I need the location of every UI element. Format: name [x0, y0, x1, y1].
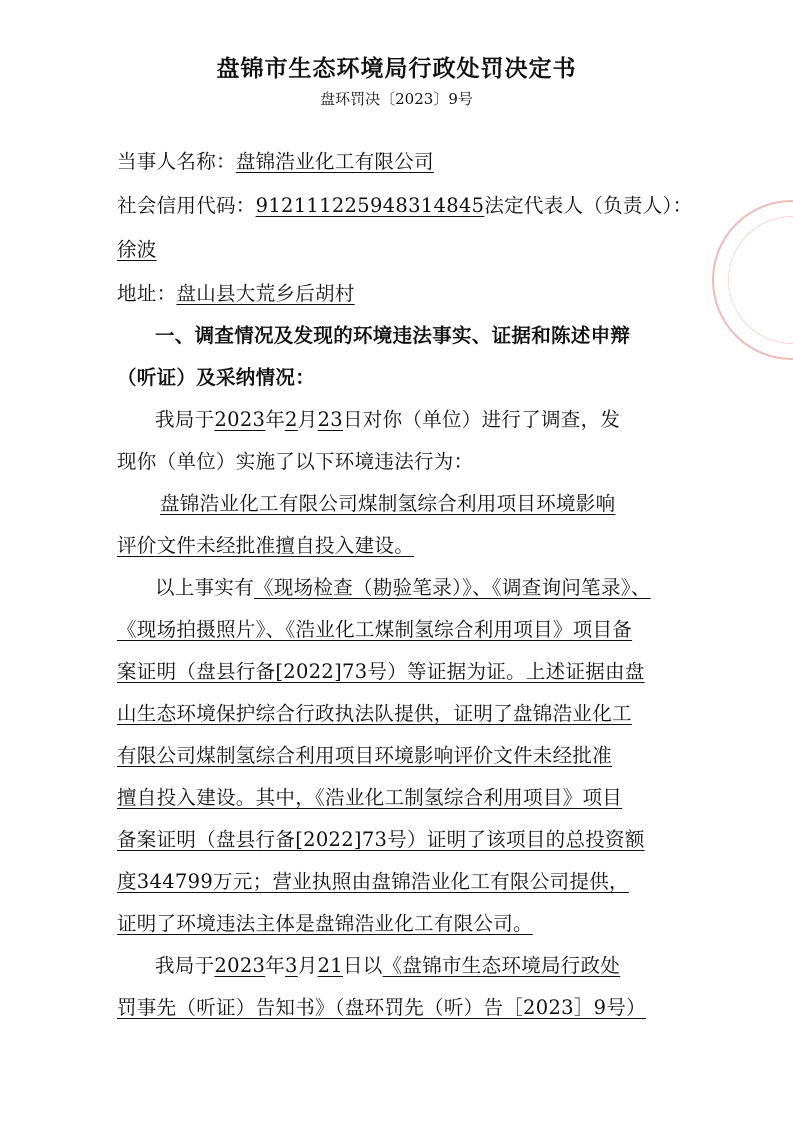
credit-code-line [117, 190, 692, 218]
investigation-year: 2023 [214, 408, 266, 431]
evidence-line: 擅自投入建设。其中，《浩业化工制氢综合利用项目》项目 [117, 786, 623, 809]
legal-rep-value: 徐波 [117, 238, 157, 261]
credit-code-value: 912111225948314845 [255, 194, 485, 217]
investigation-line: 我局于2023年2月23日对你（单位）进行了调查，发 [155, 408, 621, 431]
party-name-label: 当事人名称： [117, 150, 236, 173]
section-heading-1-cont: （听证）及采纳情况： [117, 366, 316, 389]
evidence-line: 《现场拍摄照片》、《浩业化工煤制氢综合利用项目》项目备 [117, 618, 633, 641]
evidence-line: 有限公司煤制氢综合利用项目环境影响评价文件未经批准 [117, 744, 613, 767]
evidence-line: 山生态环境保护综合行政执法队提供，证明了盘锦浩业化工 [117, 702, 632, 725]
credit-code-label: 社会信用代码： [117, 194, 256, 217]
evidence-line: 备案证明（盘县行备[2022]73号）证明了该项目的总投资额 [117, 828, 645, 851]
evidence-line: 证明了环境违法主体是盘锦浩业化工有限公司。 [117, 912, 533, 935]
notice-day: 21 [317, 954, 343, 977]
violation-line: 盘锦浩业化工有限公司煤制氢综合利用项目环境影响 [160, 492, 616, 515]
investigation-month: 2 [285, 408, 298, 431]
notice-document: 《盘锦市生态环境局行政处 [382, 954, 621, 977]
address-label: 地址： [117, 282, 177, 305]
section-heading-1: 一、调查情况及发现的环境违法事实、证据和陈述申辩 [155, 324, 631, 347]
body-line: 现你（单位）实施了以下环境违法行为： [117, 450, 474, 473]
address-value: 盘山县大荒乡后胡村 [176, 282, 355, 305]
violation-line-cont: 评价文件未经批准擅自投入建设。 [117, 534, 415, 557]
official-seal [712, 200, 793, 360]
investigation-day: 23 [317, 408, 343, 431]
notice-month: 3 [285, 954, 298, 977]
notice-line-cont: 罚事先（听证）告知书》（盘环罚先（听）告［2023］9号） [117, 996, 646, 1019]
document-number: 盘环罚决〔2023〕9号 [320, 90, 473, 108]
notice-line: 我局于2023年3月21日以《盘锦市生态环境局行政处 [155, 954, 621, 977]
evidence-line: 案证明（盘县行备[2022]73号）等证据为证。上述证据由盘 [117, 660, 645, 683]
address-line [117, 278, 355, 306]
evidence-line: 度344799万元；营业执照由盘锦浩业化工有限公司提供， [117, 870, 629, 893]
notice-year: 2023 [214, 954, 266, 977]
legal-rep-label: 法定代表人（负责人）： [484, 194, 693, 217]
document-title: 盘锦市生态环境局行政处罚决定书 [216, 56, 577, 82]
party-name-line [117, 146, 434, 174]
evidence-line: 以上事实有《现场检查（勘验笔录）》、《调查询问笔录》、 [155, 576, 651, 599]
party-name-value: 盘锦浩业化工有限公司 [235, 150, 434, 173]
evidence-list: 《现场检查（勘验笔录）》、《调查询问笔录》、 [254, 576, 651, 599]
